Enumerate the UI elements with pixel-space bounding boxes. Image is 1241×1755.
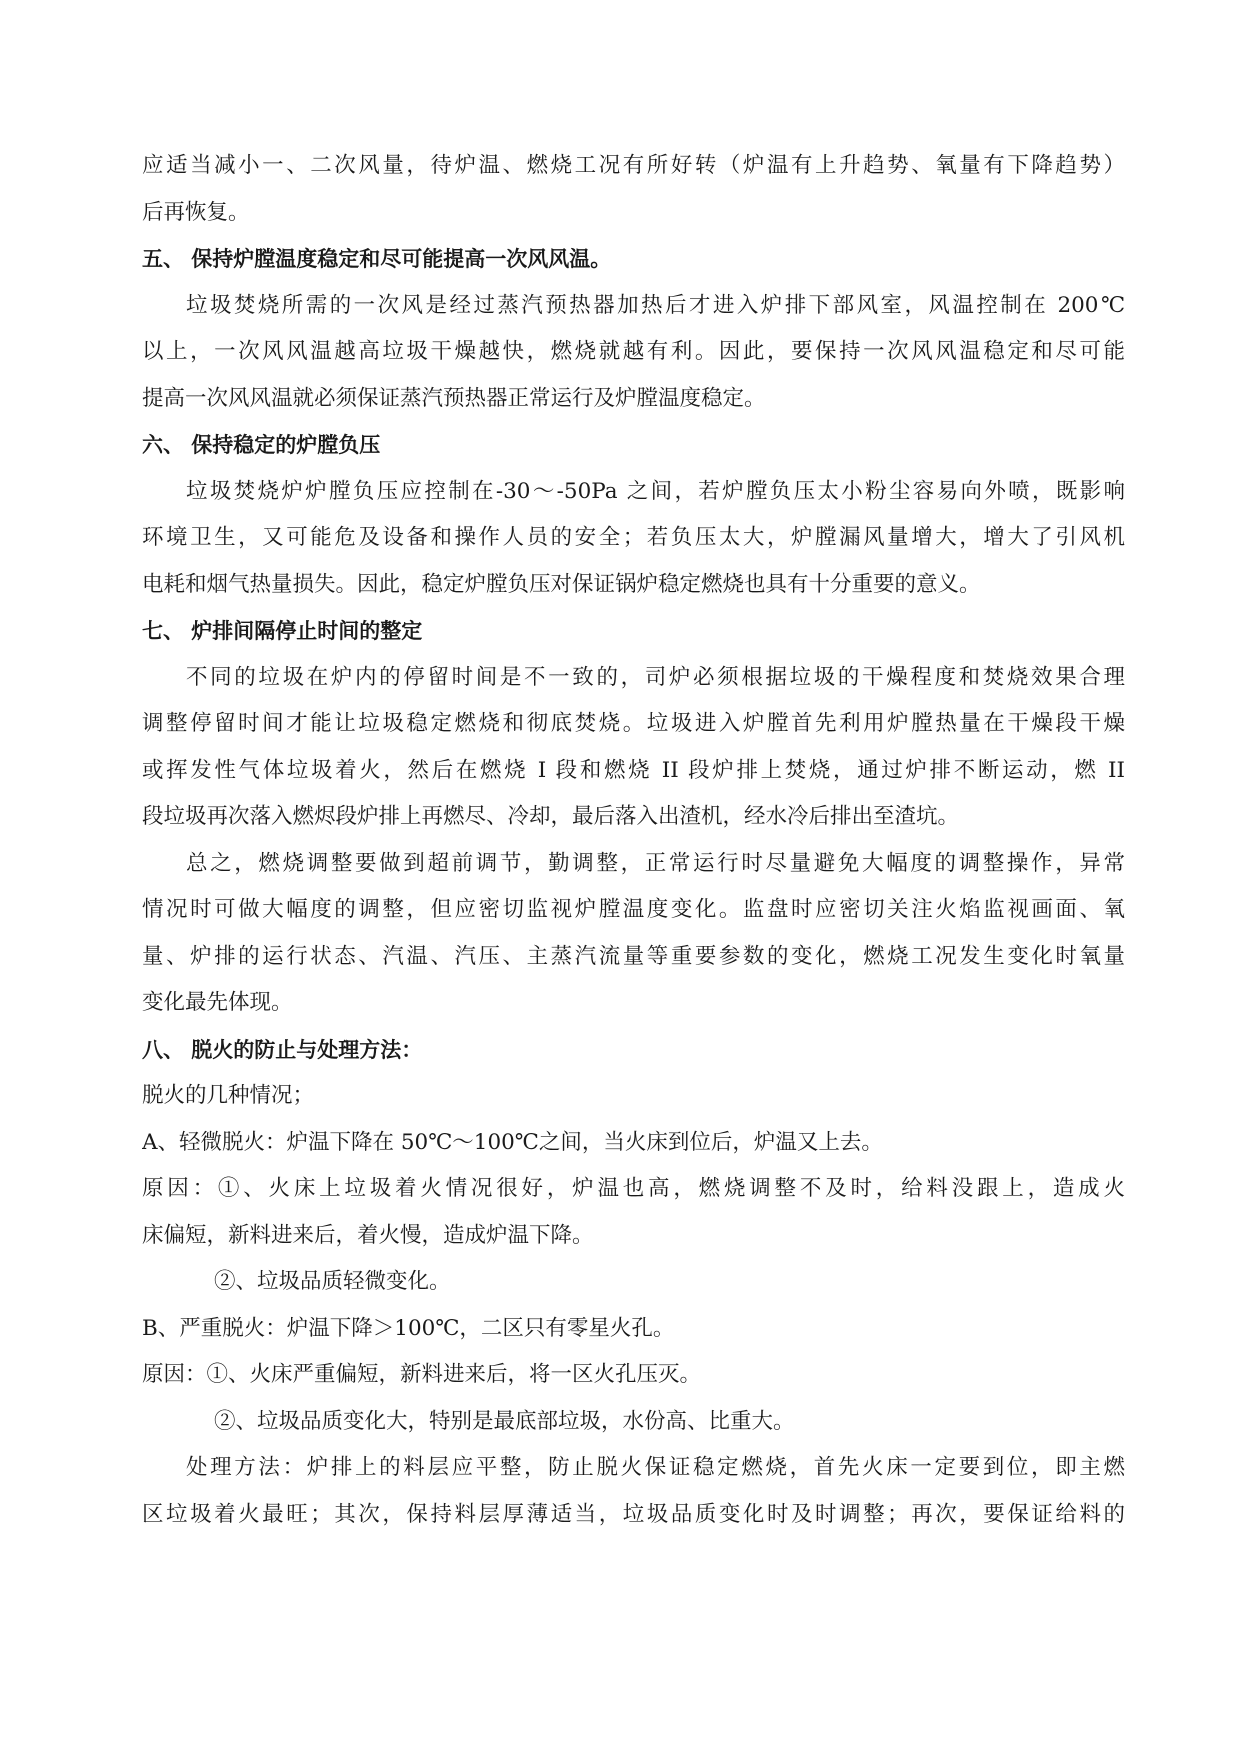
paragraph-line: 应适当减小一、二次风量，待炉温、燃烧工况有所好转（炉温有上升趋势、氧量有下降趋势） (142, 153, 1125, 178)
paragraph-line: 变化最先体现。 (142, 990, 293, 1015)
paragraph-line: 垃圾焚烧炉炉膛负压应控制在-30～-50Pa 之间，若炉膛负压太小粉尘容易向外喷，既影响 (186, 478, 1125, 504)
paragraph-line: A、轻微脱火：炉温下降在 50℃～100℃之间，当火床到位后，炉温又上去。 (142, 1129, 883, 1155)
paragraph-line: 情况时可做大幅度的调整，但应密切监视炉膛温度变化。监盘时应密切关注火焰监视画面、氧 (142, 897, 1125, 922)
paragraph-line: 或挥发性气体垃圾着火，然后在燃烧 I 段和燃烧 II 段炉排上焚烧，通过炉排不断运动，燃 II (142, 757, 1125, 783)
paragraph-line: 量、炉排的运行状态、汽温、汽压、主蒸汽流量等重要参数的变化，燃烧工况发生变化时氧量 (142, 943, 1125, 969)
paragraph-line: 区垃圾着火最旺；其次，保持料层厚薄适当，垃圾品质变化时及时调整；再次，要保证给料的 (142, 1501, 1125, 1527)
paragraph-line: 脱火的几种情况； (142, 1083, 315, 1108)
document-body (142, 143, 1125, 1538)
paragraph-line: 段垃圾再次落入燃烬段炉排上再燃尽、冷却，最后落入出渣机，经水冷后排出至渣坑。 (142, 804, 960, 829)
paragraph-line: 提高一次风风温就必须保证蒸汽预热器正常运行及炉膛温度稳定。 (142, 385, 766, 411)
paragraph-line: 不同的垃圾在炉内的停留时间是不一致的，司炉必须根据垃圾的干燥程度和焚烧效果合理 (186, 664, 1125, 690)
section-heading-8: 八、 脱火的防止与处理方法： (142, 1037, 423, 1062)
paragraph-line: 总之，燃烧调整要做到超前调节，勤调整，正常运行时尽量避免大幅度的调整操作，异常 (186, 850, 1125, 876)
paragraph-line: 垃圾焚烧所需的一次风是经过蒸汽预热器加热后才进入炉排下部风室，风温控制在 200℃ (186, 292, 1125, 318)
paragraph-line: 调整停留时间才能让垃圾稳定燃烧和彻底焚烧。垃圾进入炉膛首先利用炉膛热量在干燥段干燥 (142, 711, 1125, 736)
section-heading-6: 六、 保持稳定的炉膛负压 (142, 433, 381, 457)
paragraph-line: 电耗和烟气热量损失。因此，稳定炉膛负压对保证锅炉稳定燃烧也具有十分重要的意义。 (142, 571, 981, 597)
section-heading-7: 七、 炉排间隔停止时间的整定 (142, 619, 423, 643)
paragraph-line: ②、垃圾品质变化大，特别是最底部垃圾，水份高、比重大。 (214, 1408, 795, 1434)
paragraph-line: 后再恢复。 (142, 199, 250, 225)
paragraph-line: 床偏短，新料进来后，着火慢，造成炉温下降。 (142, 1222, 594, 1248)
paragraph-line: 原因：①、火床严重偏短，新料进来后，将一区火孔压灭。 (142, 1362, 702, 1387)
paragraph-line: ②、垃圾品质轻微变化。 (214, 1269, 451, 1294)
section-heading-5: 五、 保持炉膛温度稳定和尽可能提高一次风风温。 (142, 247, 612, 271)
paragraph-line: 环境卫生，又可能危及设备和操作人员的安全；若负压太大，炉膛漏风量增大，增大了引风机 (142, 525, 1125, 550)
paragraph-line: 处理方法：炉排上的料层应平整，防止脱火保证稳定燃烧，首先火床一定要到位，即主燃 (186, 1455, 1125, 1480)
paragraph-line: 以上，一次风风温越高垃圾干燥越快，燃烧就越有利。因此，要保持一次风风温稳定和尽可能 (142, 339, 1125, 364)
paragraph-line: B、严重脱火：炉温下降＞100℃，二区只有零星火孔。 (142, 1315, 675, 1341)
paragraph-line: 原因：①、火床上垃圾着火情况很好，炉温也高，燃烧调整不及时，给料没跟上，造成火 (142, 1176, 1125, 1201)
